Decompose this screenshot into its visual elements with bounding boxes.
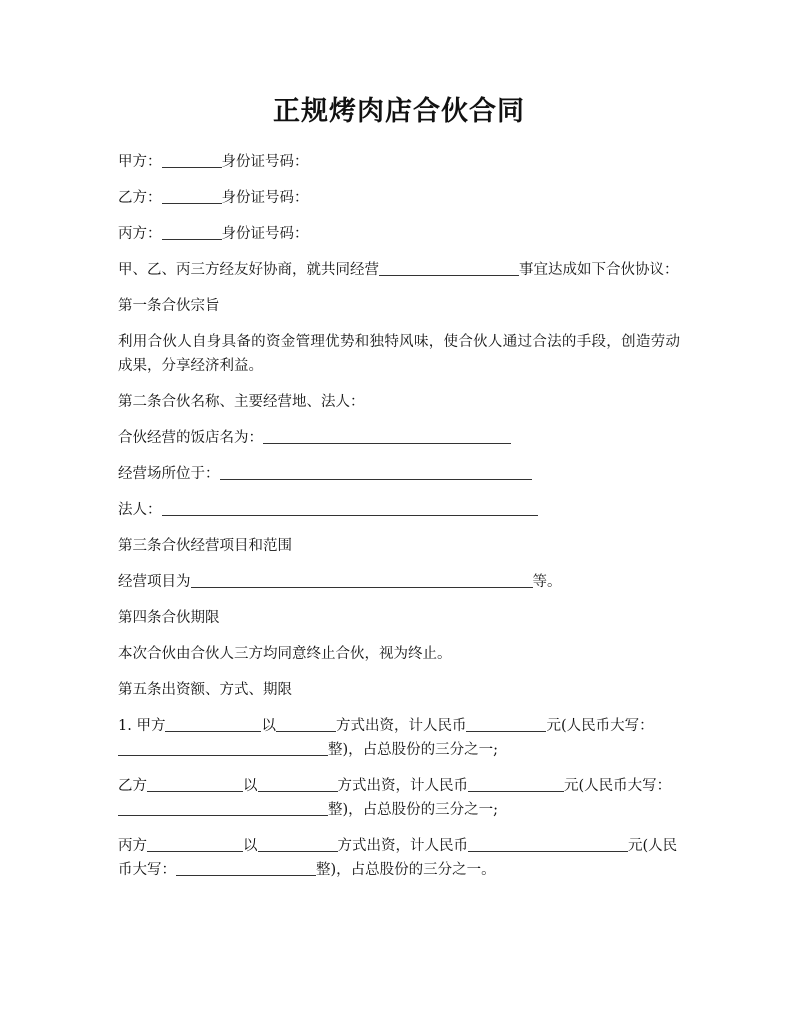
location-blank[interactable] (220, 463, 532, 480)
capital-c-text-1: 丙方 (118, 838, 147, 854)
capital-a-uppercase-blank[interactable] (118, 739, 328, 756)
capital-party-b (118, 774, 680, 822)
restaurant-name-line (118, 426, 680, 450)
location-line (118, 462, 680, 486)
location-label: 经营场所位于： (118, 466, 220, 482)
article-4-body: 本次合伙由合伙人三方均同意终止合伙，视为终止。 (118, 646, 452, 662)
capital-b-text-2: 以 (243, 778, 258, 794)
capital-c-text-5: 整)，占总股份的三分之一。 (316, 862, 496, 878)
restaurant-name-blank[interactable] (263, 427, 511, 444)
capital-c-uppercase-blank[interactable] (176, 859, 316, 876)
party-b-label: 乙方： (118, 190, 162, 206)
business-scope-line (118, 570, 680, 594)
capital-a-text-3: 方式出资，计人民币 (335, 718, 467, 734)
intro-paragraph (118, 258, 680, 282)
legal-person-label: 法人： (118, 502, 162, 518)
capital-a-amount-blank[interactable] (165, 715, 261, 732)
business-blank[interactable] (379, 259, 519, 276)
capital-b-text-1: 乙方 (118, 778, 147, 794)
capital-c-method-blank[interactable] (258, 835, 338, 852)
capital-party-c (118, 834, 680, 882)
capital-b-method-blank[interactable] (258, 775, 338, 792)
party-c-line (118, 222, 680, 246)
party-c-label: 丙方： (118, 226, 162, 242)
capital-c-text-3: 方式出资，计人民币 (337, 838, 468, 854)
capital-b-amount-blank[interactable] (147, 775, 243, 792)
party-a-id-label: 身份证号码： (221, 154, 309, 170)
party-b-line (118, 186, 680, 210)
article-4-heading: 第四条合伙期限 (118, 610, 220, 626)
legal-person-line (118, 498, 680, 522)
article-2-heading: 第二条合伙名称、主要经营地、法人： (118, 394, 365, 410)
party-b-name-blank[interactable] (162, 187, 222, 204)
capital-c-text-2: 以 (243, 838, 258, 854)
capital-c-text-4: 元(人民币大写： (118, 838, 678, 878)
capital-party-a (118, 714, 680, 762)
contract-document (118, 94, 680, 894)
restaurant-name-label: 合伙经营的饭店名为： (118, 430, 263, 446)
capital-b-text-5: 整)，占总股份的三分之一; (328, 802, 499, 818)
capital-c-amount-blank[interactable] (147, 835, 243, 852)
capital-b-text-4: 元(人民币大写： (564, 778, 672, 794)
party-a-line (118, 150, 680, 174)
capital-a-text-4: 元(人民币大写： (546, 718, 654, 734)
party-a-name-blank[interactable] (162, 151, 222, 168)
article-1-body: 利用合伙人自身具备的资金管理优势和独特风味，使合伙人通过合法的手段，创造劳动成果，分享经济利益。 (118, 334, 680, 374)
document-title: 正规烤肉店合伙合同 (273, 96, 525, 127)
capital-a-text-1: 1. 甲方 (118, 718, 166, 734)
article-5-heading: 第五条出资额、方式、期限 (118, 682, 292, 698)
capital-a-text-5: 整)，占总股份的三分之一; (328, 742, 499, 758)
legal-person-blank[interactable] (162, 499, 538, 516)
intro-post-text: 事宜达成如下合伙协议： (519, 262, 679, 278)
party-a-label: 甲方： (118, 154, 162, 170)
capital-b-rmb-blank[interactable] (468, 775, 564, 792)
capital-a-rmb-blank[interactable] (466, 715, 546, 732)
capital-a-text-2: 以 (261, 718, 276, 734)
business-scope-blank[interactable] (191, 571, 533, 588)
article-3-heading: 第三条合伙经营项目和范围 (118, 538, 292, 554)
business-scope-pre: 经营项目为 (118, 574, 191, 590)
party-c-name-blank[interactable] (162, 223, 222, 240)
capital-b-uppercase-blank[interactable] (118, 799, 328, 816)
capital-a-method-blank[interactable] (276, 715, 336, 732)
party-b-id-label: 身份证号码： (221, 190, 309, 206)
capital-c-rmb-blank[interactable] (468, 835, 628, 852)
capital-b-text-3: 方式出资，计人民币 (337, 778, 468, 794)
business-scope-post: 等。 (532, 574, 562, 590)
intro-pre-text: 甲、乙、丙三方经友好协商，就共同经营 (118, 262, 379, 278)
article-1-heading: 第一条合伙宗旨 (118, 298, 220, 314)
party-c-id-label: 身份证号码： (221, 226, 309, 242)
